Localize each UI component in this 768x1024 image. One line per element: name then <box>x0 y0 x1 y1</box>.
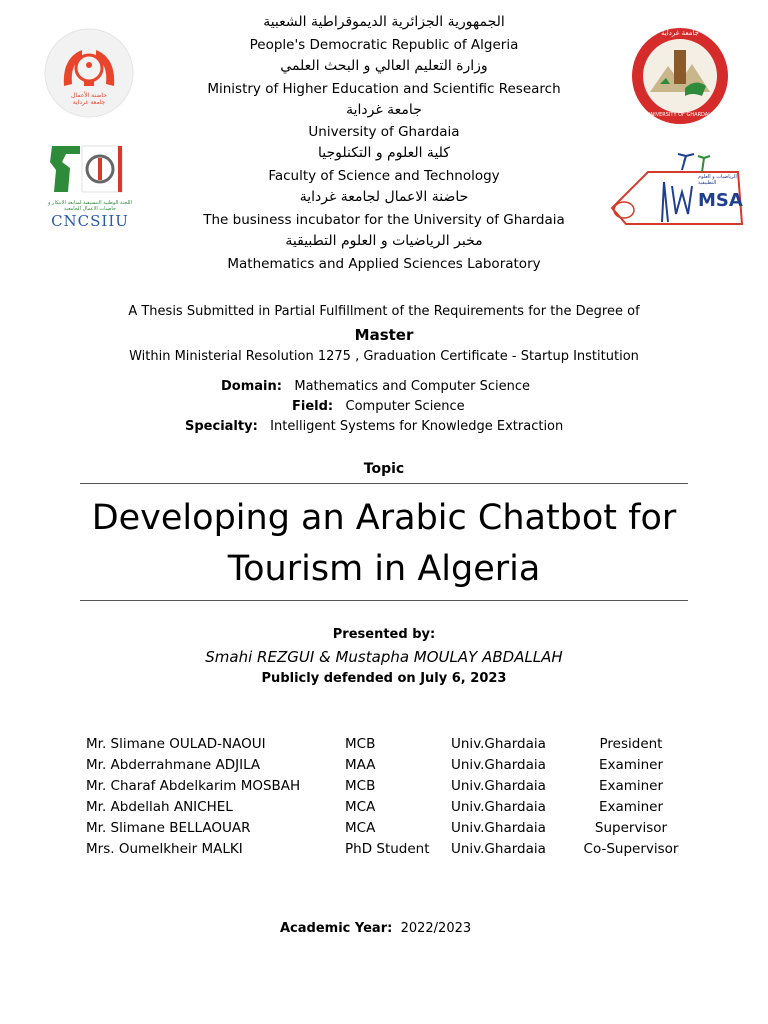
header-ar-republic: الجمهورية الجزائرية الديموقراطية الشعبية <box>263 14 505 30</box>
jury-role: Examiner <box>598 778 664 794</box>
domain-label: Domain: <box>221 379 282 394</box>
lab-logo-text: MSA <box>698 190 743 211</box>
academic-year-label: Academic Year: <box>280 921 393 936</box>
table-row <box>86 736 696 756</box>
title-rule-top <box>80 483 688 484</box>
jury-name: Mr. Charaf Abdelkarim MOSBAH <box>86 778 301 794</box>
header-en-republic: People's Democratic Republic of Algeria <box>249 37 519 53</box>
jury-grade: MCB <box>345 736 376 752</box>
jury-institution: Univ.Ghardaia <box>451 736 546 752</box>
jury-institution: Univ.Ghardaia <box>451 778 546 794</box>
specialty-line <box>185 419 563 434</box>
university-seal-text: UNIVERSITY OF GHARDAIA <box>646 112 714 118</box>
field-line <box>292 399 465 414</box>
jury-institution: Univ.Ghardaia <box>451 820 546 836</box>
incubator-logo-text: حاضنة الأعمال جامعة غرداية <box>71 92 107 106</box>
jury-name: Mr. Slimane OULAD-NAOUI <box>86 736 266 752</box>
jury-role: Examiner <box>598 799 664 815</box>
jury-role: President <box>599 736 663 752</box>
table-row <box>86 799 696 819</box>
header-en-university: University of Ghardaia <box>308 124 460 140</box>
jury-name: Mr. Abdellah ANICHEL <box>86 799 233 815</box>
university-seal-ar: جامعة غرداية <box>661 29 699 37</box>
jury-grade: MAA <box>345 757 376 773</box>
academic-year <box>280 921 471 936</box>
header-ar-incubator: حاضنة الاعمال لجامعة غرداية <box>299 189 469 205</box>
defense-date: Publicly defended on July 6, 2023 <box>261 671 507 686</box>
domain-value: Mathematics and Computer Science <box>294 379 531 394</box>
table-row <box>86 841 696 861</box>
title-rule-bottom <box>80 600 688 601</box>
header-ar-university: جامعة غرداية <box>346 102 422 118</box>
field-label: Field: <box>292 399 334 414</box>
lab-logo-ar: الرياضيات و العلوم التطبيقية <box>698 174 737 186</box>
thesis-statement: A Thesis Submitted in Partial Fulfillment of the Requirements for the Degree of <box>128 304 640 319</box>
header-ar-ministry: وزارة التعليم العالي و البحث العلمي <box>280 58 488 74</box>
thesis-title-line1: Developing an Arabic Chatbot for <box>91 498 677 538</box>
jury-name: Mr. Abderrahmane ADJILA <box>86 757 261 773</box>
header-en-incubator: The business incubator for the University of Ghardaia <box>203 212 565 228</box>
jury-institution: Univ.Ghardaia <box>451 841 546 857</box>
jury-name: Mrs. Oumelkheir MALKI <box>86 841 243 857</box>
jury-institution: Univ.Ghardaia <box>451 757 546 773</box>
resolution-text: Within Ministerial Resolution 1275 , Graduation Certificate - Startup Institution <box>129 349 639 364</box>
jury-role: Co-Supervisor <box>583 841 679 857</box>
jury-role: Supervisor <box>594 820 668 836</box>
jury-grade: MCA <box>345 799 376 815</box>
header-en-ministry: Ministry of Higher Education and Scientific Research <box>207 81 561 97</box>
header-en-lab: Mathematics and Applied Sciences Laboratory <box>227 256 541 272</box>
jury-grade: MCA <box>345 820 376 836</box>
topic-label: Topic <box>363 461 405 477</box>
domain-line <box>221 379 530 394</box>
header-ar-faculty: كلية العلوم و التكنلوجيا <box>318 145 450 161</box>
cncsiiu-ar-text: اللجنة الوطنية التنسيقية لمتابعة الابتكار و حاضنات الاعمال الجامعية <box>48 200 132 212</box>
table-row <box>86 757 696 777</box>
header-en-faculty: Faculty of Science and Technology <box>268 168 500 184</box>
header-ar-lab: مخبر الرياضيات و العلوم التطبيقية <box>285 233 483 249</box>
thesis-title-line2: Tourism in Algeria <box>227 549 541 589</box>
jury-grade: PhD Student <box>345 841 430 857</box>
authors: Smahi REZGUI & Mustapha MOULAY ABDALLAH <box>205 648 563 666</box>
jury-institution: Univ.Ghardaia <box>451 799 546 815</box>
specialty-label: Specialty: <box>185 419 258 434</box>
jury-grade: MCB <box>345 778 376 794</box>
jury-role: Examiner <box>598 757 664 773</box>
degree-name: Master <box>354 326 414 344</box>
presented-by-label: Presented by: <box>332 627 436 642</box>
specialty-value: Intelligent Systems for Knowledge Extraction <box>270 419 564 434</box>
table-row <box>86 820 696 840</box>
field-value: Computer Science <box>345 399 465 414</box>
table-row <box>86 778 696 798</box>
jury-name: Mr. Slimane BELLAOUAR <box>86 820 251 836</box>
cncsiiu-text: CNCSIIU <box>51 212 129 230</box>
academic-year-value: 2022/2023 <box>400 921 472 936</box>
